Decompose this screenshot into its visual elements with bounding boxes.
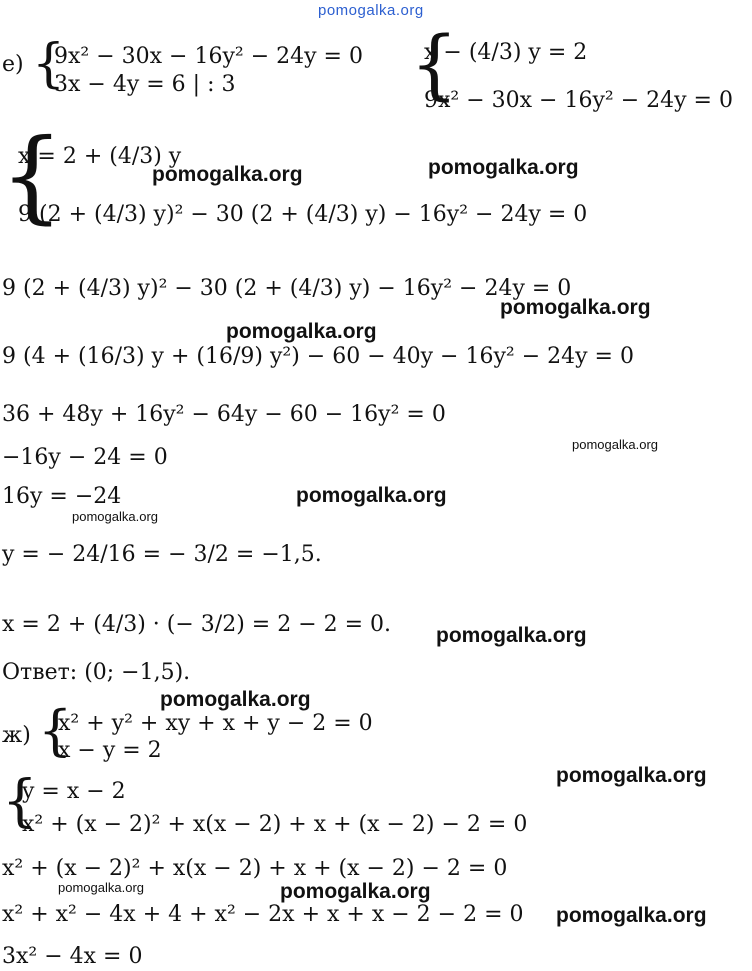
step-zh-1: x² + (x − 2)² + x(x − 2) + x + (x − 2) − 2 = 0	[2, 856, 508, 881]
step-e-1: 9 (2 + (4/3) y)² − 30 (2 + (4/3) y) − 16y² − 24y = 0	[2, 276, 572, 301]
brace-icon: {	[32, 34, 66, 94]
header-watermark: pomogalka.org	[318, 2, 424, 19]
watermark: pomogalka.org	[226, 320, 377, 343]
watermark: pomogalka.org	[160, 688, 311, 711]
brace-icon: {	[2, 769, 38, 834]
system-e1-line-1: 9x² − 30x − 16y² − 24y = 0	[54, 44, 363, 69]
step-e-5: 16y = −24	[2, 484, 122, 509]
part-e-label: е)	[2, 52, 24, 77]
step-e-6: y = − 24/16 = − 3/2 = −1,5.	[2, 542, 322, 567]
watermark: pomogalka.org	[72, 509, 158, 524]
system-e3-line-1: x = 2 + (4/3) y	[18, 144, 182, 169]
brace-icon: {	[38, 699, 73, 762]
watermark: pomogalka.org	[280, 880, 431, 903]
watermark: pomogalka.org	[436, 624, 587, 647]
step-e-3: 36 + 48y + 16y² − 64y − 60 − 16y² = 0	[2, 402, 446, 427]
step-zh-2: x² + x² − 4x + 4 + x² − 2x + x + x − 2 − 2 = 0	[2, 902, 524, 927]
watermark: pomogalka.org	[428, 156, 579, 179]
system-zh1-line-2: x − y = 2	[58, 738, 162, 763]
system-e3-line-2: 9 (2 + (4/3) y)² − 30 (2 + (4/3) y) − 16y² − 24y = 0	[18, 202, 588, 227]
system-zh2-line-2: x² + (x − 2)² + x(x − 2) + x + (x − 2) − 2 = 0	[22, 812, 528, 837]
system-zh1-line-1: x² + y² + xy + x + y − 2 = 0	[58, 711, 373, 736]
system-e1-line-2: 3x − 4y = 6 | : 3	[54, 72, 236, 97]
watermark: pomogalka.org	[572, 437, 658, 452]
watermark: pomogalka.org	[500, 296, 651, 319]
step-e-7: x = 2 + (4/3) · (− 3/2) = 2 − 2 = 0.	[2, 612, 392, 637]
watermark: pomogalka.org	[58, 880, 144, 895]
answer-e: Ответ: (0; −1,5).	[2, 660, 191, 685]
watermark: pomogalka.org	[556, 904, 707, 927]
step-e-4: −16y − 24 = 0	[2, 445, 168, 470]
step-zh-3: 3x² − 4x = 0	[2, 944, 143, 969]
brace-icon: {	[0, 117, 64, 234]
step-e-2: 9 (4 + (16/3) y + (16/9) y²) − 60 − 40y − 16y² − 24y = 0	[2, 344, 634, 369]
part-zh-label: ж)	[2, 723, 31, 748]
system-zh2-line-1: y = x − 2	[22, 779, 126, 804]
system-e2-line-2: 9x² − 30x − 16y² − 24y = 0	[424, 88, 733, 113]
brace-icon: {	[410, 19, 459, 108]
watermark: pomogalka.org	[152, 163, 303, 186]
system-e2-line-1: x − (4/3) y = 2	[424, 40, 588, 65]
watermark: pomogalka.org	[556, 764, 707, 787]
watermark: pomogalka.org	[296, 484, 447, 507]
